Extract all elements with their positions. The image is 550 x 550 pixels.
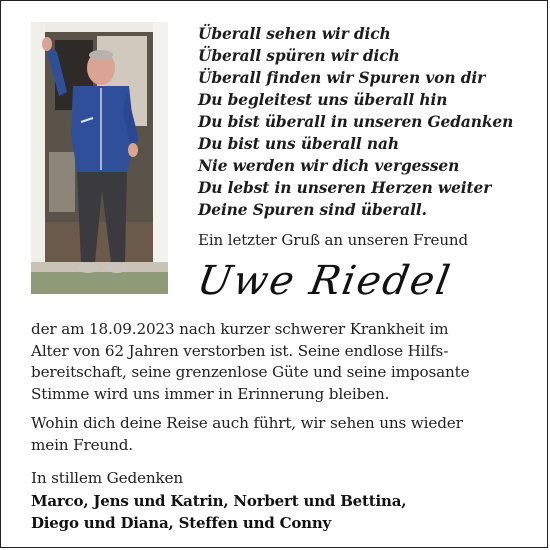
mourners-line: Diego und Diana, Steffen und Conny [31,514,332,532]
poem-line: Du begleitest uns überall hin [198,91,448,109]
mourners-list [31,490,531,534]
poem-line: Nie werden wir dich vergessen [198,157,460,175]
notice-line: Alter von 62 Jahren verstorben ist. Seine endlose Hilfs- [31,341,449,360]
deceased-name: Uwe Riedel [193,258,455,304]
notice-line: bereitschaft, seine grenzenlose Güte und seine imposante [31,363,470,381]
poem-line: Du bist überall in unseren Gedanken [198,113,514,131]
portrait-photo [31,22,168,294]
notice-line: Stimme wird uns immer in Erinnerung bleiben. [31,384,390,403]
farewell-line: mein Freund. [31,435,133,454]
poem-line: Du lebst in unseren Herzen weiter [198,179,492,197]
farewell-line: Wohin dich deine Reise auch führt, wir sehen uns wieder [31,414,463,432]
poem-line: Überall sehen wir dich [198,25,391,43]
poem-line: Überall spüren wir dich [198,47,400,65]
death-notice-text [31,319,531,405]
poem [198,23,538,221]
poem-line: Du bist uns überall nah [198,135,399,153]
notice-line: der am 18.09.2023 nach kurzer schwerer Krankheit im [31,320,449,338]
poem-line: Überall finden wir Spuren von dir [198,69,486,87]
poem-line: Deine Spuren sind überall. [198,201,427,219]
farewell-greeting: Ein letzter Gruß an unseren Freund [198,231,468,249]
mourners-line: Marco, Jens und Katrin, Norbert und Bettina, [31,492,407,510]
in-memory-label: In stillem Gedenken [31,469,184,487]
farewell-text [31,413,531,456]
